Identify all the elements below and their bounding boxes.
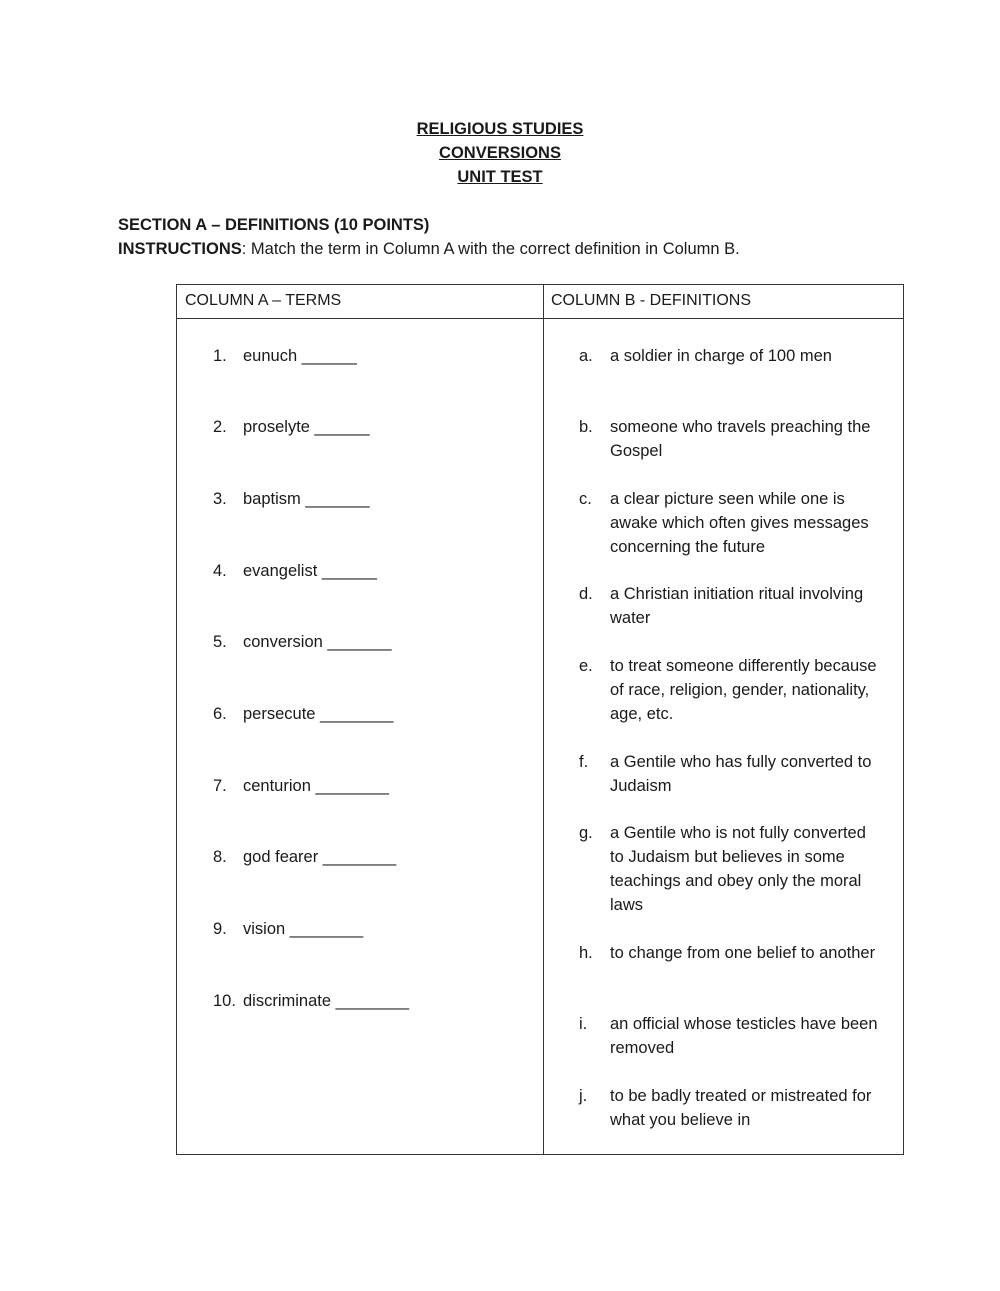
definition-text: a soldier in charge of 100 men	[610, 347, 832, 365]
term-number: 3.	[213, 490, 227, 508]
term-item	[213, 845, 396, 869]
header-divider	[177, 318, 903, 319]
definition-letter: b.	[579, 418, 593, 436]
definition-text: to treat someone differently because of race, religion, gender, nationality, age, etc.	[610, 657, 877, 723]
instructions-label: INSTRUCTIONS	[118, 240, 242, 258]
definition-item	[579, 582, 879, 630]
definition-text: a Gentile who has fully converted to Judaism	[610, 753, 872, 795]
definition-letter: h.	[579, 944, 593, 962]
instructions-text: : Match the term in Column A with the correct definition in Column B.	[241, 240, 740, 258]
term-text: persecute ________	[243, 705, 394, 723]
section-heading: SECTION A – DEFINITIONS (10 POINTS)	[118, 216, 430, 234]
term-item	[213, 344, 357, 368]
definition-letter: j.	[579, 1087, 588, 1105]
term-number: 9.	[213, 920, 227, 938]
definition-item	[579, 344, 879, 368]
term-text: proselyte ______	[243, 418, 370, 436]
term-number: 7.	[213, 777, 227, 795]
term-item	[213, 559, 377, 583]
term-text: god fearer ________	[243, 848, 397, 866]
column-b-header: COLUMN B - DEFINITIONS	[551, 292, 752, 309]
column-a-header: COLUMN A – TERMS	[185, 292, 342, 309]
term-number: 1.	[213, 347, 227, 365]
definition-item	[579, 750, 879, 798]
definition-letter: g.	[579, 824, 593, 842]
definition-letter: f.	[579, 753, 589, 771]
title-test: UNIT TEST	[457, 168, 543, 186]
term-text: conversion _______	[243, 633, 392, 651]
definition-text: an official whose testicles have been removed	[610, 1015, 878, 1057]
term-number: 6.	[213, 705, 227, 723]
term-item	[213, 774, 389, 798]
definition-item	[579, 941, 879, 965]
definition-letter: i.	[579, 1015, 588, 1033]
definition-item	[579, 1084, 879, 1132]
term-item	[213, 630, 392, 654]
definition-item	[579, 821, 879, 917]
definition-text: someone who travels preaching the Gospel	[610, 418, 871, 460]
term-number: 5.	[213, 633, 227, 651]
matching-table	[176, 284, 904, 1155]
definition-item	[579, 1012, 879, 1060]
definition-item	[579, 415, 879, 463]
term-number: 4.	[213, 562, 227, 580]
column-divider	[543, 285, 544, 1154]
term-number: 10.	[213, 992, 236, 1010]
term-item	[213, 702, 393, 726]
title-unit: CONVERSIONS	[439, 144, 561, 162]
term-text: discriminate ________	[243, 992, 410, 1010]
term-text: eunuch ______	[243, 347, 357, 365]
term-text: baptism _______	[243, 490, 370, 508]
definition-text: to change from one belief to another	[610, 944, 876, 962]
term-text: evangelist ______	[243, 562, 377, 580]
term-text: centurion ________	[243, 777, 389, 795]
definition-item	[579, 487, 879, 559]
term-number: 2.	[213, 418, 227, 436]
definition-letter: e.	[579, 657, 593, 675]
definition-letter: a.	[579, 347, 593, 365]
term-item	[213, 487, 370, 511]
definition-letter: c.	[579, 490, 592, 508]
term-item	[213, 917, 363, 941]
definition-item	[579, 654, 879, 726]
title-block	[0, 117, 1000, 189]
term-text: vision ________	[243, 920, 364, 938]
instructions	[118, 237, 740, 261]
term-number: 8.	[213, 848, 227, 866]
title-subject: RELIGIOUS STUDIES	[416, 120, 584, 138]
definition-text: a clear picture seen while one is awake which often gives messages concerning the future	[610, 490, 869, 556]
definition-text: a Christian initiation ritual involving water	[610, 585, 864, 627]
term-item	[213, 989, 409, 1013]
definition-text: to be badly treated or mistreated for what you believe in	[610, 1087, 872, 1129]
term-item	[213, 415, 370, 439]
definition-text: a Gentile who is not fully converted to Judaism but believes in some teachings and obey only the moral laws	[610, 824, 866, 914]
definition-letter: d.	[579, 585, 593, 603]
